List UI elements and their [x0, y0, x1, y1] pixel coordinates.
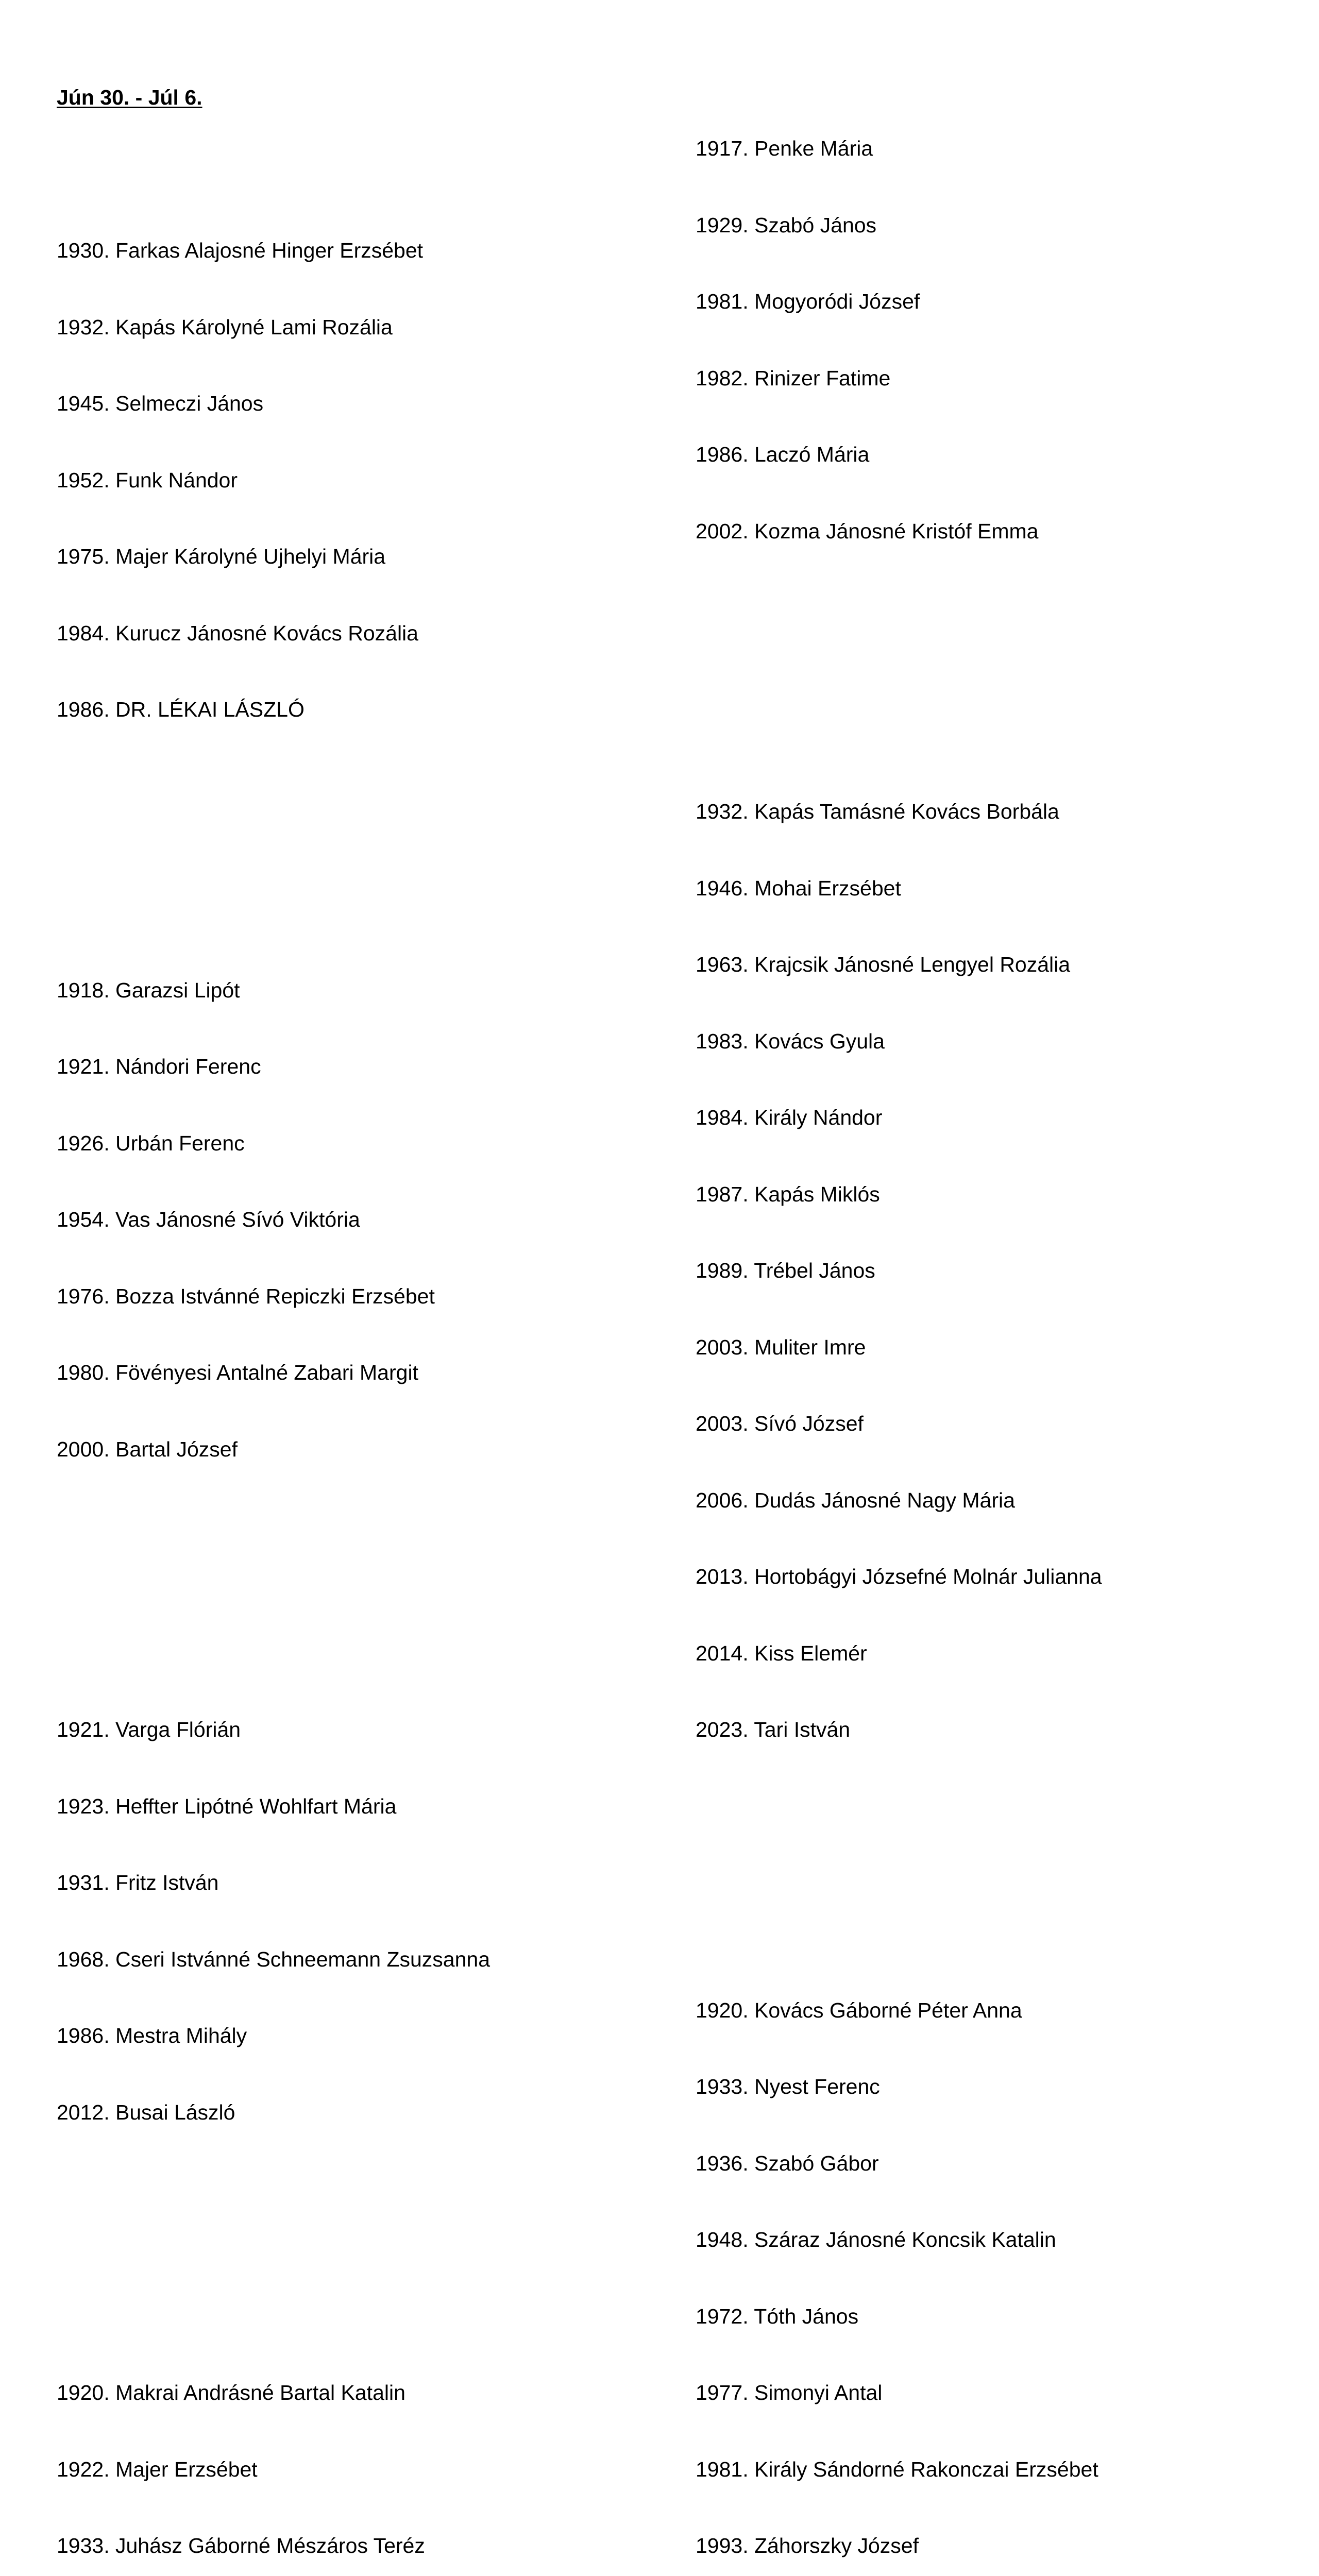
group-spacer — [57, 1564, 490, 1590]
list-item: 1986. DR. LÉKAI LÁSZLÓ — [57, 697, 490, 723]
list-item: 2013. Hortobágyi Józsefné Molnár Julianna — [696, 1564, 1102, 1590]
list-item: 1977. Simonyi Antal — [696, 2380, 1102, 2406]
list-item: 1946. Mohai Erzsébet — [696, 876, 1102, 902]
left-group-2 — [57, 927, 490, 1514]
list-item: 1920. Makrai Andrásné Bartal Katalin — [57, 2380, 490, 2406]
list-item: 1918. Garazsi Lipót — [57, 978, 490, 1004]
list-item: 2006. Dudás Jánosné Nagy Mária — [696, 1488, 1102, 1514]
left-group-4 — [57, 2329, 490, 2576]
left-group-3 — [57, 1666, 490, 2176]
list-item: 1952. Funk Nándor — [57, 468, 490, 494]
list-item: 1921. Nándori Ferenc — [57, 1054, 490, 1080]
list-item: 2000. Bartal József — [57, 1437, 490, 1463]
list-item: 2023. Tari István — [696, 1717, 1102, 1743]
list-item: 1976. Bozza Istvánné Repiczki Erzsébet — [57, 1284, 490, 1310]
list-item: 1933. Juhász Gáborné Mészáros Teréz — [57, 2533, 490, 2559]
list-item: 1989. Trébel János — [696, 1258, 1102, 1284]
document-page — [0, 0, 1319, 933]
list-item: 1984. Kurucz Jánosné Kovács Rozália — [57, 621, 490, 647]
list-item: 1968. Cseri Istvánné Schneemann Zsuzsanna — [57, 1947, 490, 1973]
list-item: 2003. Sívó József — [696, 1411, 1102, 1437]
list-item: 1984. Király Nándor — [696, 1105, 1102, 1131]
list-item: 1921. Varga Flórián — [57, 1717, 490, 1743]
list-item: 1986. Laczó Mária — [696, 442, 1102, 468]
list-item: 1936. Szabó Gábor — [696, 2151, 1102, 2177]
list-item: 1981. Király Sándorné Rakonczai Erzsébet — [696, 2457, 1102, 2483]
left-column — [57, 34, 490, 2576]
list-item: 1963. Krajcsik Jánosné Lengyel Rozália — [696, 952, 1102, 978]
right-column — [696, 34, 1102, 2576]
group-spacer — [57, 2227, 490, 2253]
list-item: 1923. Heffter Lipótné Wohlfart Mária — [57, 1794, 490, 1820]
list-item: 1983. Kovács Gyula — [696, 1029, 1102, 1055]
list-item: 1933. Nyest Ferenc — [696, 2074, 1102, 2100]
list-item: 1945. Selmeczi János — [57, 391, 490, 417]
list-item: 2002. Kozma Jánosné Kristóf Emma — [696, 519, 1102, 545]
list-item: 1932. Kapás Tamásné Kovács Borbála — [696, 799, 1102, 825]
list-item: 1987. Kapás Miklós — [696, 1182, 1102, 1208]
right-group-3 — [696, 1947, 1102, 2576]
list-item: 1980. Fövényesi Antalné Zabari Margit — [57, 1360, 490, 1386]
group-spacer — [696, 646, 1102, 672]
group-spacer — [696, 1845, 1102, 1871]
list-item: 2012. Busai László — [57, 2100, 490, 2126]
list-item: 1948. Száraz Jánosné Koncsik Katalin — [696, 2227, 1102, 2253]
right-group-2 — [696, 748, 1102, 1794]
list-item: 1975. Majer Károlyné Ujhelyi Mária — [57, 544, 490, 570]
list-item: 1922. Majer Erzsébet — [57, 2457, 490, 2483]
list-item: 1929. Szabó János — [696, 213, 1102, 239]
list-item: 1920. Kovács Gáborné Péter Anna — [696, 1998, 1102, 2024]
list-item: 1954. Vas Jánosné Sívó Viktória — [57, 1207, 490, 1233]
list-item: 1982. Rinizer Fatime — [696, 366, 1102, 392]
list-item: 2014. Kiss Elemér — [696, 1641, 1102, 1667]
document-title: Jún 30. - Júl 6. — [57, 85, 490, 111]
list-item: 1931. Fritz István — [57, 1870, 490, 1896]
list-item: 1926. Urbán Ferenc — [57, 1131, 490, 1157]
group-spacer — [57, 825, 490, 851]
list-item: 1993. Záhorszky József — [696, 2533, 1102, 2559]
list-item: 1986. Mestra Mihály — [57, 2023, 490, 2049]
list-item: 1930. Farkas Alajosné Hinger Erzsébet — [57, 238, 490, 264]
left-group-1 — [57, 187, 490, 774]
list-item: 1972. Tóth János — [696, 2304, 1102, 2330]
list-item: 1917. Penke Mária — [696, 136, 1102, 162]
list-item: 1981. Mogyoródi József — [696, 289, 1102, 315]
list-item: 2003. Muliter Imre — [696, 1335, 1102, 1361]
list-item: 1932. Kapás Károlyné Lami Rozália — [57, 315, 490, 341]
right-group-1 — [696, 85, 1102, 595]
